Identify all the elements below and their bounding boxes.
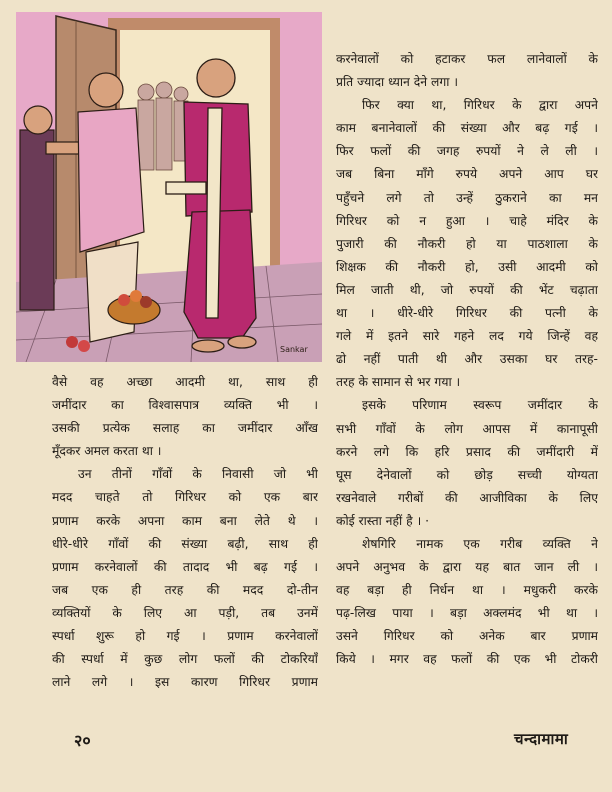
- text-line: व्यक्तियों के लिए आ पड़ी, तब उनमें: [52, 605, 318, 620]
- text-line: घूस देनेवालों को छोड़ सच्ची योग्यता: [336, 467, 598, 482]
- text-line: पढ़-लिख पाया । बड़ा अक्लमंद भी था ।: [336, 606, 598, 621]
- text-line: फिर क्या था, गिरिधर के द्वारा अपने: [362, 98, 598, 113]
- text-line: करने लगे कि हरि प्रसाद की जमींदारी में: [336, 444, 598, 459]
- text-line: किये । मगर वह फलों की एक भी टोकरी: [336, 652, 598, 667]
- text-line: जब बिना माँगे रुपये अपने आप घर: [336, 167, 598, 182]
- artist-signature: Sankar: [280, 345, 308, 354]
- illustration-drawing: [16, 12, 322, 362]
- text-line: जब एक ही तरह की मदद दो-तीन: [52, 582, 318, 597]
- magazine-name: चन्दामामा: [514, 730, 569, 748]
- story-illustration: [16, 12, 322, 362]
- text-line: की स्पर्धा में कुछ लोग फलों की टोकरियाँ: [52, 652, 318, 667]
- text-line: था । धीरे-धीरे गिरिधर की पत्नी के: [336, 306, 598, 321]
- text-line: पुजारी की नौकरी हो या पाठशाला के: [336, 236, 598, 251]
- text-line: लाने लगे । इस कारण गिरिधर प्रणाम: [52, 675, 318, 690]
- text-line: मदद चाहते तो गिरिधर को एक बार: [52, 490, 318, 505]
- text-line: इसके परिणाम स्वरूप जमींदार के: [362, 398, 598, 413]
- page-number: २०: [74, 731, 91, 750]
- text-line: शेषगिरि नामक एक गरीब व्यक्ति ने: [362, 536, 598, 551]
- right-text-column: [336, 48, 598, 672]
- text-line: वह बड़ा ही निर्धन था । मधुकरी करके: [336, 583, 598, 598]
- text-line: कोई रास्ता नहीं है । ·: [336, 513, 430, 528]
- text-line: फिर फलों की जगह रुपयों ने ले ली ।: [336, 144, 598, 159]
- text-line: उन तीनों गाँवों के निवासी जो भी: [78, 467, 318, 482]
- text-line: प्रणाम करके अपना काम बना लेते थे ।: [52, 513, 318, 528]
- text-line: तरह के सामान से भर गया ।: [336, 375, 461, 390]
- text-line: वैसे वह अच्छा आदमी था, साथ ही: [52, 375, 318, 389]
- text-line: प्रति ज्यादा ध्यान देने लगा ।: [336, 75, 459, 90]
- text-line: जमींदार का विश्वासपात्र व्यक्ति भी ।: [52, 398, 318, 413]
- text-line: काम बनानेवालों की संख्या और बढ़ गई ।: [336, 121, 598, 136]
- text-line: मिल जाती थी, जो रुपयों की भेंट चढ़ाता: [336, 282, 598, 297]
- text-line: मूँदकर अमल करता था ।: [52, 444, 162, 459]
- text-line: ढो नहीं पाती थी और उसका घर तरह-: [336, 352, 598, 367]
- text-line: गिरिधर को न हुआ । चाहे मंदिर के: [336, 213, 598, 228]
- text-line: गले में इतने सारे गहने लद गये जिन्हें वह: [336, 329, 598, 344]
- text-line: शिक्षक की नौकरी हो, उसी आदमी को: [336, 259, 598, 274]
- text-line: अपने अनुभव के द्वारा यह बात जान ली ।: [336, 560, 598, 575]
- text-line: धीरे-धीरे गाँवों की संख्या बढ़ी, साथ ही: [52, 536, 318, 551]
- left-text-column: [52, 371, 318, 694]
- text-line: उसने गिरिधर को अनेक बार प्रणाम: [336, 629, 598, 644]
- text-line: रखनेवाले गरीबों की आजीविका के लिए: [336, 490, 598, 505]
- text-line: करनेवालों को हटाकर फल लानेवालों के: [336, 52, 598, 66]
- text-line: सभी गाँवों के लोग आपस में कानापूसी: [336, 421, 598, 436]
- text-line: प्रणाम करनेवालों की तादाद भी बढ़ गई ।: [52, 559, 318, 574]
- text-line: स्पर्धा शुरू हो गई । प्रणाम करनेवालों: [52, 629, 318, 644]
- text-line: उसकी प्रत्येक सलाह का जमींदार आँख: [52, 421, 318, 436]
- text-line: पहुँचने लगे तो उन्हें ठुकराने का मन: [336, 190, 598, 205]
